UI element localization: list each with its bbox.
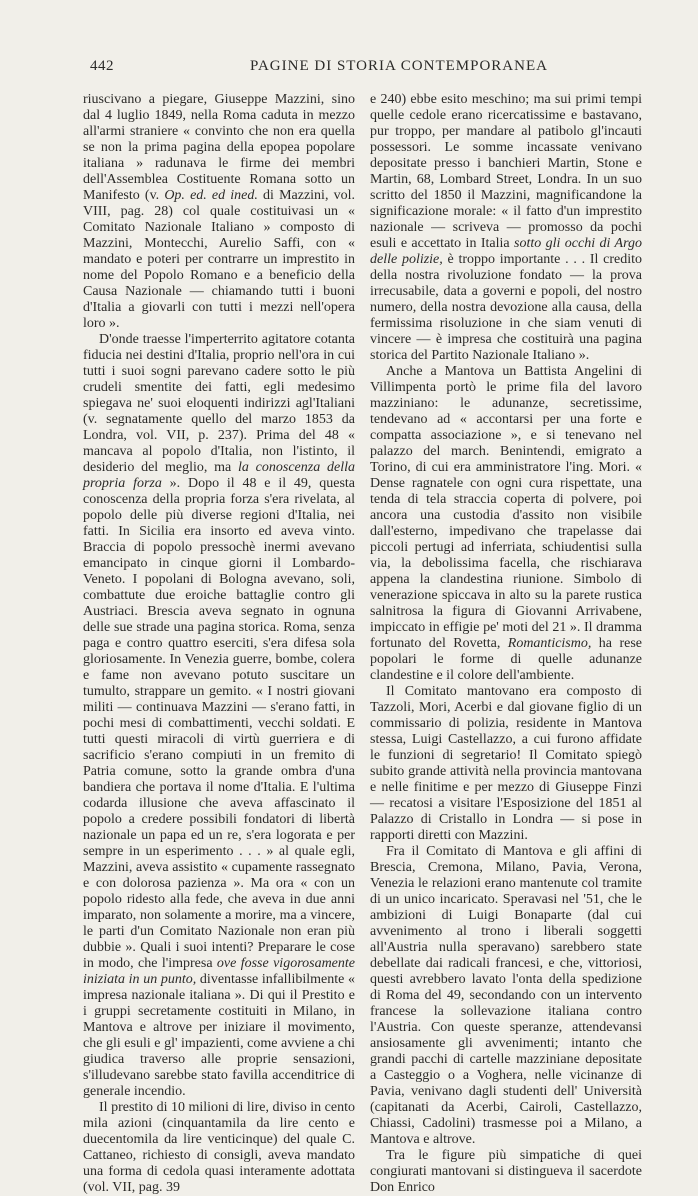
- paragraph: D'onde traesse l'imperterrito agitatore cotanta fiducia nei destini d'Italia, proprio nell'ora in cui tutti i suoi sogni parevano cadere sotto le più crudeli smentite dei fatti, egli medesimo spiegava ne' suoi eloquenti indirizzi agl'Italiani (v. segnatamente quello del marzo 1853 da Londra, vol. VII, p. 237). Prima del 48 « mancava al popolo d'Italia, non l'istinto, il desiderio del meglio, ma la conoscenza della propria forza ». Dopo il 48 e il 49, questa conoscenza della propria forza s'era rivelata, al popolo delle più diverse regioni d'Italia, nei fatti. In Sicilia era insorto ed aveva vinto. Braccia di popolo pressochè inermi avevano emancipato in cinque giorni il Lombardo-Veneto. I popolani di Bologna avevano, soli, combattute due eroiche battaglie contro gli Austriaci. Brescia aveva segnato in ognuna delle sue strade una pagina storica. Roma, senza paga e contro quattro eserciti, s'era difesa sola gloriosamente. In Venezia guerre, bombe, colera e fame non avevano potuto suscitare un tumulto, strappare un gemito. « I nostri giovani militi — continuava Mazzini — s'erano fatti, in pochi mesi di combattimenti, vecchi soldati. E tutti questi miracoli di virtù guerriera e di sacrificio s'erano compiuti in un fremito di Patria comune, sotto la grande ombra d'una bandiera che portava il nome d'Italia. E l'ultima codarda illusione che aveva affascinato il popolo a credere possibili fondatori di libertà nazionale un papa ed un re, s'era logorata e per sempre in un esperimento . . . » al quale egli, Mazzini, aveva assistito « cupamente rassegnato e con dolorosa pazienza ». Ma ora « con un popolo ridesto alla fede, che aveva in due anni imparato, non solamente a morire, ma a vincere, le parti d'un Comitato Nazionale non eran più dubbie ». Quali i suoi intenti? Preparare le cose in modo, che l'impresa ove fosse vigorosamente iniziata in un punto, diventasse infallibilmente « impresa nazionale italiana ». Di qui il Prestito e i gruppi secretamente costituiti in Milano, in Mantova e altrove per iniziare il movimento, che gli esuli e gl' impazienti, come avviene a chi giudica traverso alle proprie sensazioni, s'illudevano sarebbe stato favilla accenditrice di generale incendio.: [83, 332, 355, 1099]
- running-title: PAGINE DI STORIA CONTEMPORANEA: [250, 58, 548, 74]
- paragraph: e 240) ebbe esito meschino; ma sui primi tempi quelle cedole erano ricercatissime e bastavano, pur troppo, per mandare al patibolo gl'incauti possessori. Le somme incassate venivano depositate presso i banchieri Martin, Stone e Martin, 68, Lombard Street, Londra. In un suo scritto del 1850 il Mazzini, magnificandone la significazione morale: « il fatto d'un imprestito nazionale — scriveva — promosso da pochi esuli e accettato in Italia sotto gli occhi di Argo delle polizie, è troppo importante . . . Il credito della nostra rivoluzione fondato — la prova irrecusabile, data a governi e popoli, del nostro numero, della nostra devozione alla causa, della fermissima risoluzione in che siam venuti di vincere — è impresa che costituirà una pagina storica del Partito Nazionale Italiano ».: [370, 92, 642, 363]
- paragraph: Fra il Comitato di Mantova e gli affini di Brescia, Cremona, Milano, Pavia, Verona, Venezia le relazioni erano mantenute col tramite di un unico incaricato. Speravasi nel '51, che le ambizioni di Luigi Bonaparte (dal cui avvenimento al trono i liberali soggetti all'Austria nulla speravano) sarebbero state debellate dai radicali francesi, e che, vittoriosi, questi avrebbero lavato l'onta della spedizione di Roma del 49, secondando con un intervento francese la sollevazione italiana contro l'Austria. Con queste speranze, attendevansi ansiosamente gli avvenimenti; intanto che grandi pacchi di cartelle mazziniane depositate a Casteggio o a Voghera, nelle vicinanze di Pavia, venivano dagli studenti dell' Università (capitanati da Acerbi, Cairoli, Castellazzo, Chiassi, Cadolini) trasmesse poi a Milano, a Mantova e altrove.: [370, 844, 642, 1147]
- paragraph: Tra le figure più simpatiche di quei congiurati mantovani si distingueva il sacerdote Don Enrico: [370, 1148, 642, 1195]
- paragraph: Il prestito di 10 milioni di lire, diviso in cento mila azioni (cinquantamila da lire cento e duecentomila da lire venticinque) del quale C. Cattaneo, richiesto di consigli, aveva mandato una forma di cedola quasi interamente adottata (vol. VII, pag. 39: [83, 1100, 355, 1195]
- paragraph: riuscivano a piegare, Giuseppe Mazzini, sino dal 4 luglio 1849, nella Roma caduta in mezzo all'armi straniere « convinto che non era quella se non la prima pagina della epopea popolare italiana » radunava le firme dei membri dell'Assemblea Costituente Romana sotto un Manifesto (v. Op. ed. ed ined. di Mazzini, vol. VIII, pag. 28) col quale costituivasi un « Comitato Nazionale Italiano » composto di Mazzini, Montecchi, Aurelio Saffi, con « mandato e poteri per contrarre un imprestito in nome del Popolo Romano e a beneficio della Causa Nazionale — chiamando tutti i buoni d'Italia a giovarli con tutti i mezzi nell'opera loro ».: [83, 92, 355, 331]
- left-column: [83, 92, 355, 1196]
- page-number: 442: [90, 58, 114, 74]
- right-column: [370, 92, 642, 1196]
- paragraph: Anche a Mantova un Battista Angelini di Villimpenta portò le prime fila del lavoro mazziniano: le adunanze, secretissime, tendevano ad « accontarsi per una forte e compatta associazione », e si tenevano nel palazzo del march. Benintendi, emigrato a Torino, di cui era amministratore l'ing. Mori. « Dense ragnatele con ogni cura rispettate, una tenda di tela straccia coperta di polvere, poi ancora una custodia d'assito non visibile dall'esterno, impedivano che trapelasse dai piccoli pertugi ad inferriata, schiudentisi sulla via, la debolissima facella, che rischiarava appena la clandestina riunione. Simbolo di venerazione spiccava in alto su la parete rustica salnitrosa la figura di Giovanni Arrivabene, impiccato in effigie pe' moti del 21 ». Il dramma fortunato del Rovetta, Romanticismo, ha rese popolari le forme di quelle adunanze clandestine e il colore dell'ambiente.: [370, 364, 642, 683]
- page-header: [0, 56, 698, 78]
- paragraph: Il Comitato mantovano era composto di Tazzoli, Mori, Acerbi e dal giovane figlio di un commissario di polizia, residente in Mantova stessa, Luigi Castellazzo, a cui furono affidate le funzioni di segretario! Il Comitato spiegò subito grande attività nella provincia mantovana e nelle finitime e per mezzo di Giuseppe Finzi — recatosi a visitare l'Esposizione del 1851 al Palazzo di Cristallo in Londra — si pose in rapporti diretti con Mazzini.: [370, 684, 642, 843]
